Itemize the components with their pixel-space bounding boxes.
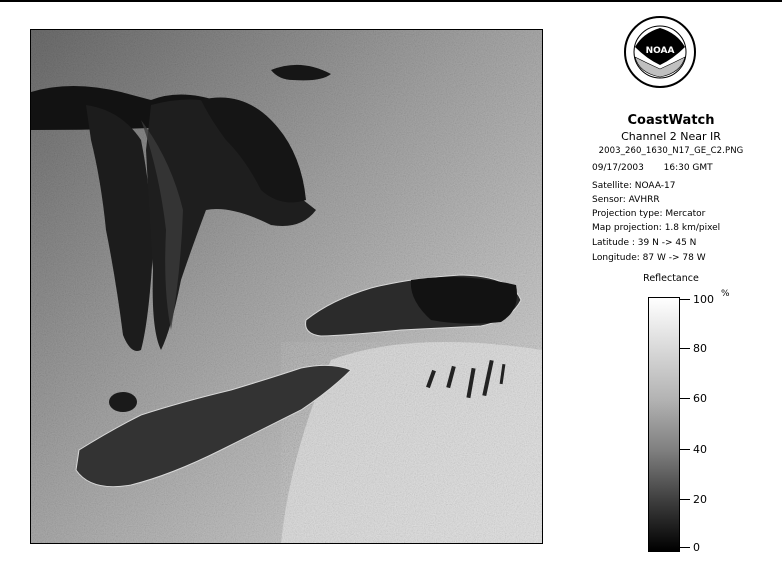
tick-label: 0 — [693, 540, 700, 554]
tick-label: 60 — [693, 391, 707, 405]
projection-type-line: Projection type: Mercator — [592, 209, 706, 219]
noaa-logo — [623, 15, 697, 109]
satellite-image-map[interactable] — [30, 29, 543, 544]
satellite-line: Satellite: NOAA-17 — [592, 181, 676, 191]
longitude-line: Longitude: 87 W -> 78 W — [592, 253, 706, 263]
tick-mark — [680, 449, 690, 450]
latitude-line: Latitude : 39 N -> 45 N — [592, 238, 697, 248]
image-filename: 2003_260_1630_N17_GE_C2.PNG — [598, 146, 744, 156]
top-border — [0, 0, 782, 2]
tick-mark — [680, 299, 690, 300]
map-canvas — [31, 30, 542, 543]
scale-tick-60 — [680, 392, 707, 404]
logo-text: NOAA — [645, 46, 675, 56]
product-title: CoastWatch — [627, 113, 715, 128]
scale-title: Reflectance — [643, 273, 699, 284]
scale-tick-0 — [680, 541, 700, 553]
lake-st-clair — [109, 392, 137, 412]
tick-mark — [680, 499, 690, 500]
sensor-line: Sensor: AVHRR — [592, 195, 660, 205]
reflectance-color-scale — [648, 297, 680, 552]
noaa-seal-icon — [623, 15, 697, 109]
channel-subtitle: Channel 2 Near IR — [621, 130, 721, 143]
tick-mark — [680, 398, 690, 399]
scale-tick-20 — [680, 493, 707, 505]
tick-mark — [680, 348, 690, 349]
map-projection-line: Map projection: 1.8 km/pixel — [592, 223, 721, 233]
tick-label: 100 — [693, 292, 714, 306]
date-value: 09/17/2003 — [592, 163, 644, 173]
time-value: 16:30 GMT — [663, 163, 713, 173]
scale-tick-80 — [680, 342, 707, 354]
tick-mark — [680, 547, 690, 548]
tick-label: 20 — [693, 492, 707, 506]
date-time-line — [592, 163, 713, 173]
scale-tick-40 — [680, 443, 707, 455]
scale-tick-100 — [680, 293, 714, 305]
scale-unit: % — [721, 289, 730, 299]
tick-label: 80 — [693, 341, 707, 355]
tick-label: 40 — [693, 442, 707, 456]
